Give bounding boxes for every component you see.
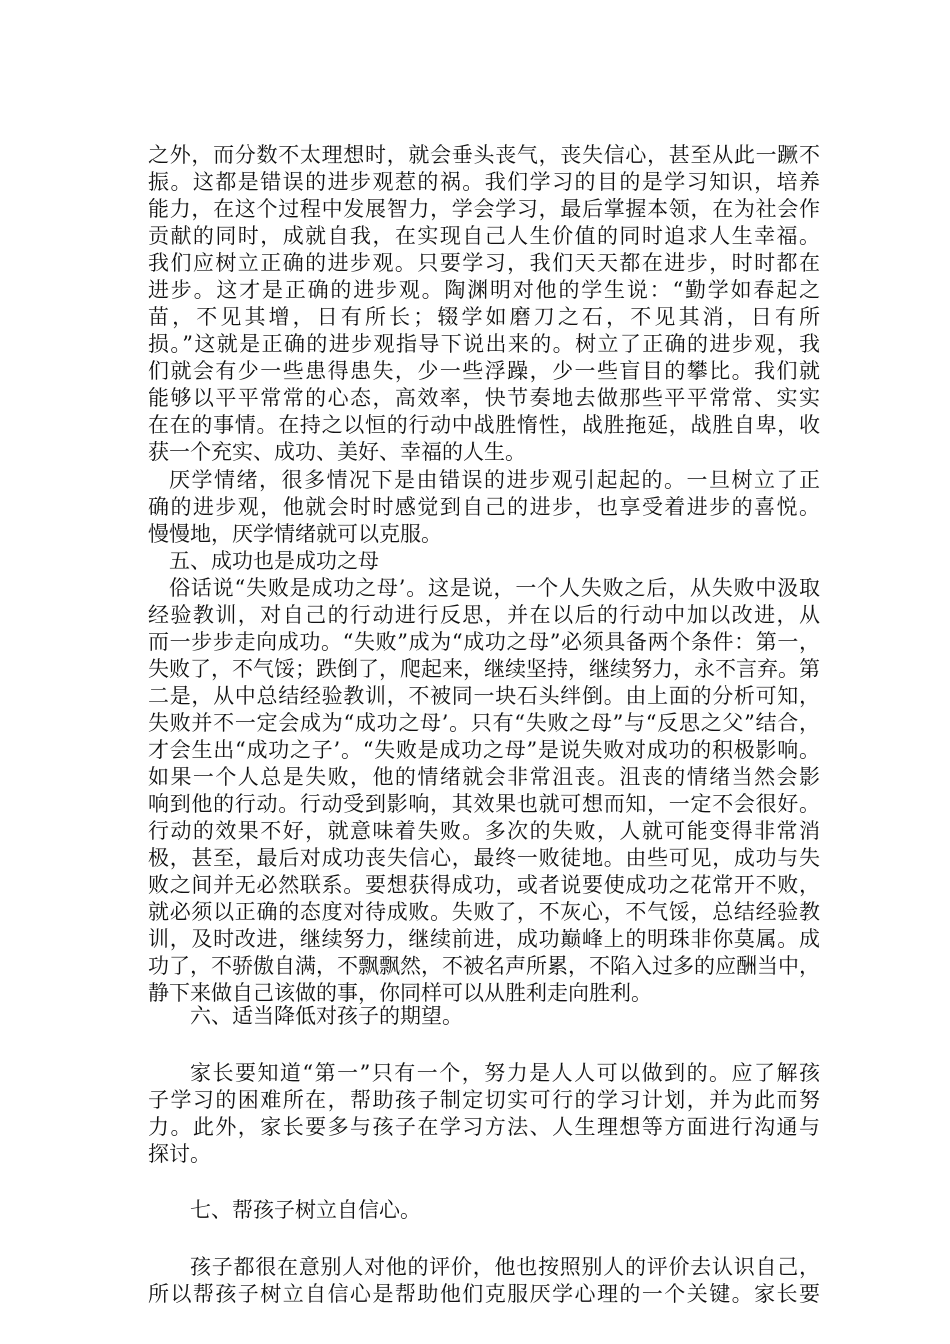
text-line: 探讨。	[148, 1142, 211, 1166]
text-line: 们就会有少一些患得患失，少一些浮躁，少一些盲目的攀比。我们就	[148, 359, 820, 383]
text-line: 能力，在这个过程中发展智力，学会学习，最后掌握本领，在为社会作	[148, 197, 820, 221]
text-line: 孩子都很在意别人对他的评价，他也按照别人的评价去认识自己，	[190, 1255, 820, 1279]
text-line: 六、适当降低对孩子的期望。	[190, 1004, 463, 1028]
text-line: 才会生出“成功之子’。“失败是成功之母”是说失败对成功的积极影响。	[148, 738, 820, 762]
text-line: 就必须以正确的态度对待成败。失败了，不灰心，不气馁，总结经验教	[148, 900, 820, 924]
text-line: 失败并不一定会成为“成功之母’。只有“失败之母”与“反思之父”结合，	[148, 711, 820, 735]
text-line: 五、成功也是成功之母	[169, 549, 379, 573]
text-line: 苗，不见其增，日有所长；辍学如磨刀之石，不见其消，日有所	[148, 305, 820, 329]
text-line: 功了，不骄傲自满，不飘飘然，不被名声所累，不陷入过多的应酬当中，	[148, 954, 820, 978]
text-line: 厌学情绪，很多情况下是由错误的进步观引起起的。一旦树立了正	[169, 468, 820, 492]
text-line: 家长要知道“第一”只有一个，努力是人人可以做到的。应了解孩	[190, 1061, 820, 1085]
text-line: 训，及时改进，继续努力，继续前进，成功巅峰上的明珠非你莫属。成	[148, 927, 820, 951]
text-line: 之外，而分数不太理想时，就会垂头丧气，丧失信心，甚至从此一蹶不	[148, 143, 820, 167]
text-line: 败之间并无必然联系。要想获得成功，或者说要使成功之花常开不败，	[148, 873, 820, 897]
text-line: 确的进步观，他就会时时感觉到自己的进步，也享受着进步的喜悦。	[148, 495, 820, 519]
text-line: 行动的效果不好，就意味着失败。多次的失败，人就可能变得非常消	[148, 819, 820, 843]
text-line: 静下来做自己该做的事，你同样可以从胜利走向胜利。	[148, 981, 652, 1005]
text-line: 所以帮孩子树立自信心是帮助他们克服厌学心理的一个关键。家长要	[148, 1282, 820, 1306]
text-line: 损。”这就是正确的进步观指导下说出来的。树立了正确的进步观，我	[148, 332, 820, 356]
text-line: 俗话说“失败是成功之母’。这是说，一个人失败之后，从失败中汲取	[169, 576, 820, 600]
text-line: 二是，从中总结经验教训，不被同一块石头绊倒。由上面的分析可知，	[148, 684, 820, 708]
text-line: 贡献的同时，成就自我，在实现自己人生价值的同时追求人生幸福。	[148, 224, 820, 248]
text-line: 力。此外，家长要多与孩子在学习方法、人生理想等方面进行沟通与	[148, 1115, 820, 1139]
text-line: 能够以平平常常的心态，高效率，快节奏地去做那些平平常常、实实	[148, 386, 820, 410]
text-line: 在在的事情。在持之以恒的行动中战胜惰性，战胜拖延，战胜自卑，收	[148, 413, 820, 437]
text-line: 进步。这才是正确的进步观。陶渊明对他的学生说：“勤学如春起之	[148, 278, 820, 302]
text-line: 获一个充实、成功、美好、幸福的人生。	[148, 440, 526, 464]
text-line: 失败了，不气馁；跌倒了，爬起来，继续坚持，继续努力，永不言弃。第	[148, 657, 820, 681]
text-line: 响到他的行动。行动受到影响，其效果也就可想而知，一定不会很好。	[148, 792, 820, 816]
text-line: 七、帮孩子树立自信心。	[190, 1198, 421, 1222]
text-line: 子学习的困难所在，帮助孩子制定切实可行的学习计划，并为此而努	[148, 1088, 820, 1112]
text-line: 振。这都是错误的进步观惹的祸。我们学习的目的是学习知识，培养	[148, 170, 820, 194]
text-line: 而一步步走向成功。“失败”成为“成功之母”必须具备两个条件：第一，	[148, 630, 820, 654]
text-line: 经验教训，对自己的行动进行反思，并在以后的行动中加以改进，从	[148, 603, 820, 627]
text-line: 我们应树立正确的进步观。只要学习，我们天天都在进步，时时都在	[148, 251, 820, 275]
text-line: 如果一个人总是失败，他的情绪就会非常沮丧。沮丧的情绪当然会影	[148, 765, 820, 789]
text-line: 极，甚至，最后对成功丧失信心，最终一败徒地。由些可见，成功与失	[148, 846, 820, 870]
text-line: 慢慢地，厌学情绪就可以克服。	[148, 522, 442, 546]
